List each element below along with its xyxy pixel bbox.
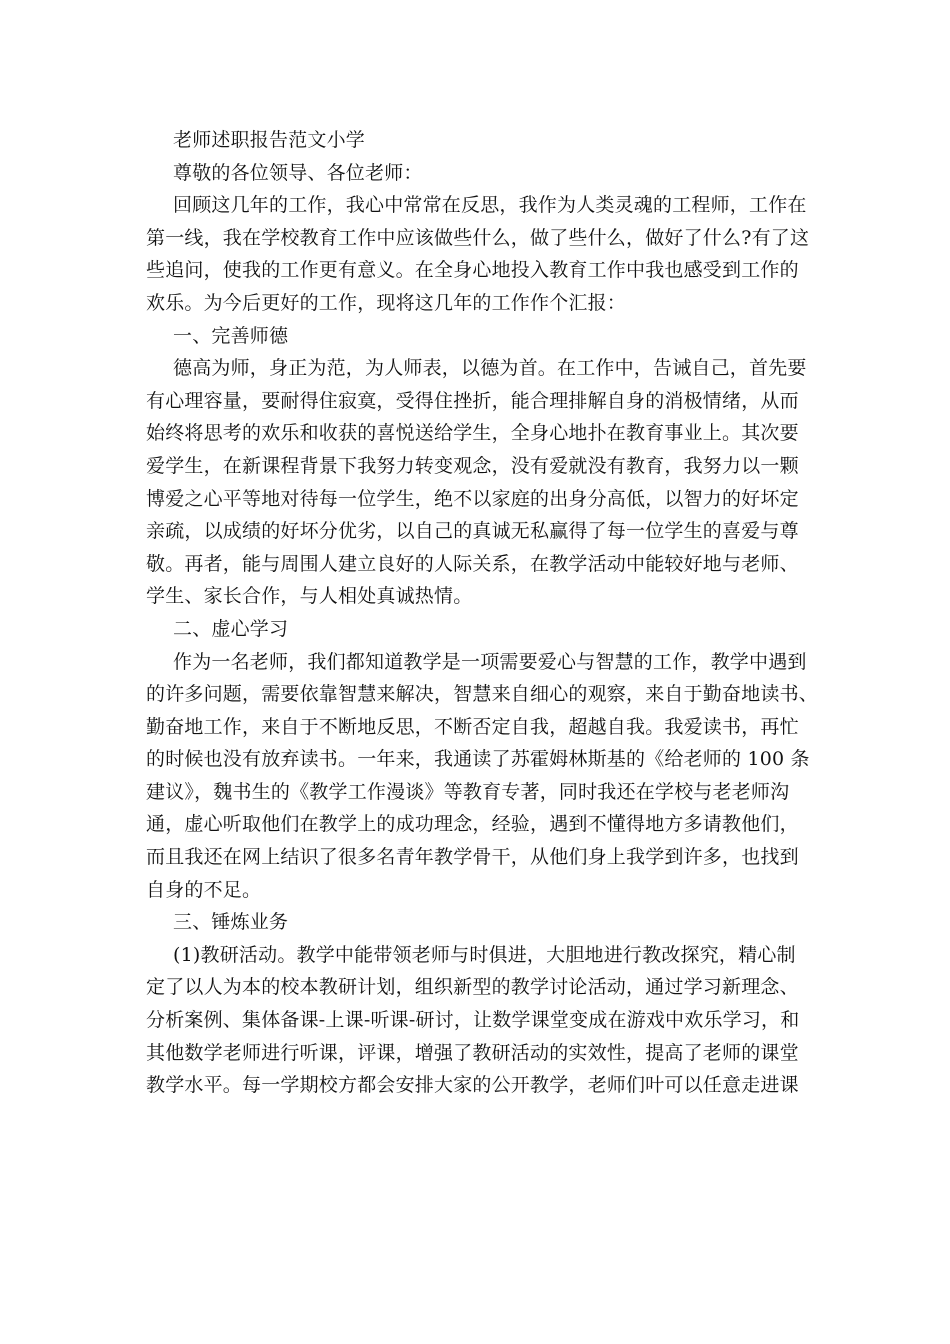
intro-line: 回顾这几年的工作，我心中常常在反思，我作为人类灵魂的工程师，工作在 (173, 194, 807, 217)
paragraph-line: 通，虚心听取他们在教学上的成功理念，经验，遇到不懂得地方多请教他们， (146, 813, 799, 836)
document-title: 老师述职报告范文小学 (173, 129, 366, 151)
paragraph-line: 爱学生，在新课程背景下我努力转变观念，没有爱就没有教育，我努力以一颗 (146, 454, 799, 477)
paragraph-line: 的时候也没有放弃读书。一年来，我通读了苏霍姆林斯基的《给老师的 100 条 (146, 748, 810, 771)
paragraph-line: 建议》，魏书生的《教学工作漫谈》等教育专著，同时我还在学校与老老师沟 (146, 780, 790, 803)
paragraph-line: 而且我还在网上结识了很多名青年教学骨干，从他们身上我学到许多，也找到 (146, 846, 799, 869)
paragraph-line: 勤奋地工作，来自于不断地反思，不断否定自我，超越自我。我爱读书，再忙 (146, 715, 799, 738)
document-body (146, 124, 819, 1102)
paragraph-line: 分析案例、集体备课-上课-听课-研讨，让数学课堂变成在游戏中欢乐学习，和 (146, 1009, 800, 1032)
paragraph-line: 学生、家长合作，与人相处真诚热情。 (146, 585, 473, 608)
salutation: 尊敬的各位领导、各位老师： (173, 161, 423, 184)
paragraph-line: 博爱之心平等地对待每一位学生，绝不以家庭的出身分高低，以智力的好坏定 (146, 487, 799, 510)
paragraph-line: 定了以人为本的校本教研计划，组织新型的教学讨论活动，通过学习新理念、 (146, 976, 799, 999)
intro-line: 欢乐。为今后更好的工作，现将这几年的工作作个汇报： (146, 291, 627, 314)
paragraph-line: 作为一名老师，我们都知道教学是一项需要爱心与智慧的工作，教学中遇到 (173, 650, 807, 673)
paragraph-line: 德高为师，身正为范，为人师表，以德为首。在工作中，告诫自己，首先要 (173, 357, 807, 380)
paragraph-line: 敬。再者，能与周围人建立良好的人际关系，在教学活动中能较好地与老师、 (146, 552, 799, 575)
section-heading-ethics: 一、完善师德 (173, 324, 289, 347)
paragraph-line: 自身的不足。 (146, 878, 262, 901)
paragraph-line: 始终将思考的欢乐和收获的喜悦送给学生，全身心地扑在教育事业上。其次要 (146, 422, 799, 445)
paragraph-line: 其他数学老师进行听课，评课，增强了教研活动的实效性，提高了老师的课堂 (146, 1041, 799, 1064)
section-heading-learning: 二、虚心学习 (173, 617, 289, 640)
paragraph-line: 有心理容量，要耐得住寂寞，受得住挫折，能合理排解自身的消极情绪，从而 (146, 389, 799, 412)
paragraph-line: 的许多问题，需要依靠智慧来解决，智慧来自细心的观察，来自于勤奋地读书、 (146, 683, 819, 706)
paragraph-line: 亲疏，以成绩的好坏分优劣，以自己的真诚无私赢得了每一位学生的喜爱与尊 (146, 520, 799, 543)
paragraph-line: (1)教研活动。教学中能带领老师与时俱进，大胆地进行教改探究，精心制 (173, 943, 796, 966)
intro-line: 第一线，我在学校教育工作中应该做些什么，做了些什么，做好了什么?有了这 (146, 226, 810, 249)
intro-line: 些追问，使我的工作更有意义。在全身心地投入教育工作中我也感受到工作的 (146, 259, 799, 282)
section-heading-skills: 三、锤炼业务 (173, 911, 289, 934)
paragraph-line: 教学水平。每一学期校方都会安排大家的公开教学，老师们叶可以任意走进课 (146, 1074, 799, 1097)
